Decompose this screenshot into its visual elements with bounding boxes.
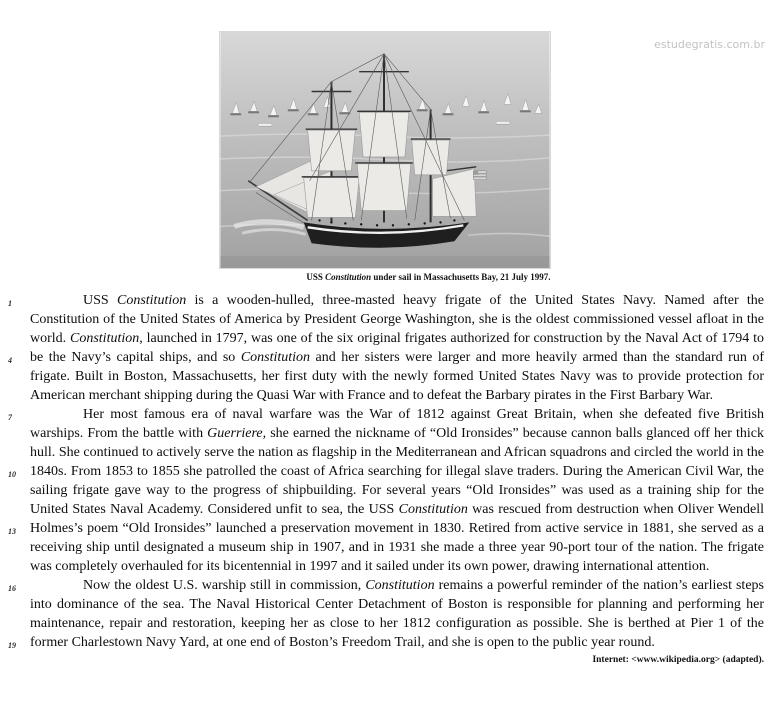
line-number: 10	[8, 470, 16, 479]
source-citation	[0, 652, 769, 665]
water-foreground	[220, 256, 549, 268]
italic-text: Constitution	[398, 502, 468, 517]
source-text: <www.wikipedia.org> (adapted).	[628, 655, 764, 665]
italic-text: Constitution	[116, 293, 187, 308]
line-number: 1	[8, 299, 12, 308]
text-run: , launched in 1797, was one of the six original frigates authorized for construction by the Naval Act of 1794 to be the Navy’s capital ships, and so	[30, 331, 764, 365]
reading-passage	[0, 282, 769, 652]
italic-text: Guerriere,	[207, 426, 267, 441]
text-run: she earned the nickname of “Old Ironsides” because cannon balls glanced off her thick hull. She continued to actively serve the nation as flagship in the Mediterranean and African squadrons and circled the world in the 1840s. From 1853 to 1855 she patrolled the coast of Africa searching for illegal slave traders. During the American Civil War, the sailing frigate gave way to the progress of shipbuilding. For several years “Old Ironsides” was used as a training ship for the United States Naval Academy. Considered unfit to sea, the USS	[30, 426, 764, 517]
text-run: was rescued from destruction when Oliver Wendell Holmes’s poem “Old Ironsides” launched a preservation movement in 1830. Retired from active service in 1881, she served as a receiving ship until designated a museum ship in 1907, and in 1931 she made a three year 90-port tour of the nation. The frigate was completely overhauled for its bicentennial in 1997 and it sailed under its own power, drawing international attention.	[30, 502, 764, 574]
line-number: 13	[8, 527, 16, 536]
text-run: USS	[306, 272, 326, 282]
text-run: under sail in Massachusetts Bay, 21 July 1997.	[371, 272, 551, 282]
text-run: is a wooden-hulled, three-masted heavy frigate of the United States Navy. Named after the Constitution of the United States of America by President George Washington, she is the oldest commissioned vessel afloat in the world.	[30, 293, 765, 346]
ensign-flag	[473, 171, 486, 180]
line-number: 7	[8, 413, 12, 422]
italic-text: Constitution	[365, 578, 435, 593]
line-number: 16	[8, 584, 16, 593]
figure-caption	[219, 272, 551, 282]
line-number: 19	[8, 641, 16, 650]
site-watermark: estudegratis.com.br	[654, 38, 765, 51]
uss-constitution-photo	[219, 31, 551, 269]
paragraph	[30, 405, 764, 576]
text-run: USS	[83, 293, 117, 308]
text-run: and her sisters were larger and more heavily armed than the standard run of frigate. Built in Boston, Massachusetts, her first duty with the newly formed United States Navy was to provide protection for American merchant shipping during the Quasi War with France and to defeat the Barbary pirates in the First Barbary War.	[30, 350, 764, 403]
figure	[219, 31, 551, 282]
passage-text	[30, 291, 764, 652]
italic-text: Constitution	[240, 350, 311, 365]
source-label: Internet:	[592, 655, 629, 665]
line-number: 4	[8, 356, 12, 365]
text-run: Now the oldest U.S. warship still in commission,	[83, 578, 366, 593]
italic-text: Constitution	[70, 331, 140, 346]
paragraph	[30, 291, 764, 405]
text-run: Her most famous era of naval warfare was the War of 1812 against Great Britain, when she defeated five British warships. From the battle with	[30, 407, 764, 441]
text-run: remains a powerful reminder of the nation’s earliest steps into dominance of the sea. The Naval Historical Center Detachment of Boston is responsible for planning and performing her maintenance, repair and restoration, keeping her as close to her 1812 configuration as possible. She is berthed at Pier 1 of the former Charlestown Navy Yard, at one end of Boston’s Freedom Trail, and she is open to the public year round.	[30, 578, 764, 650]
italic-text: Constitution	[325, 272, 372, 282]
paragraph	[30, 576, 764, 652]
